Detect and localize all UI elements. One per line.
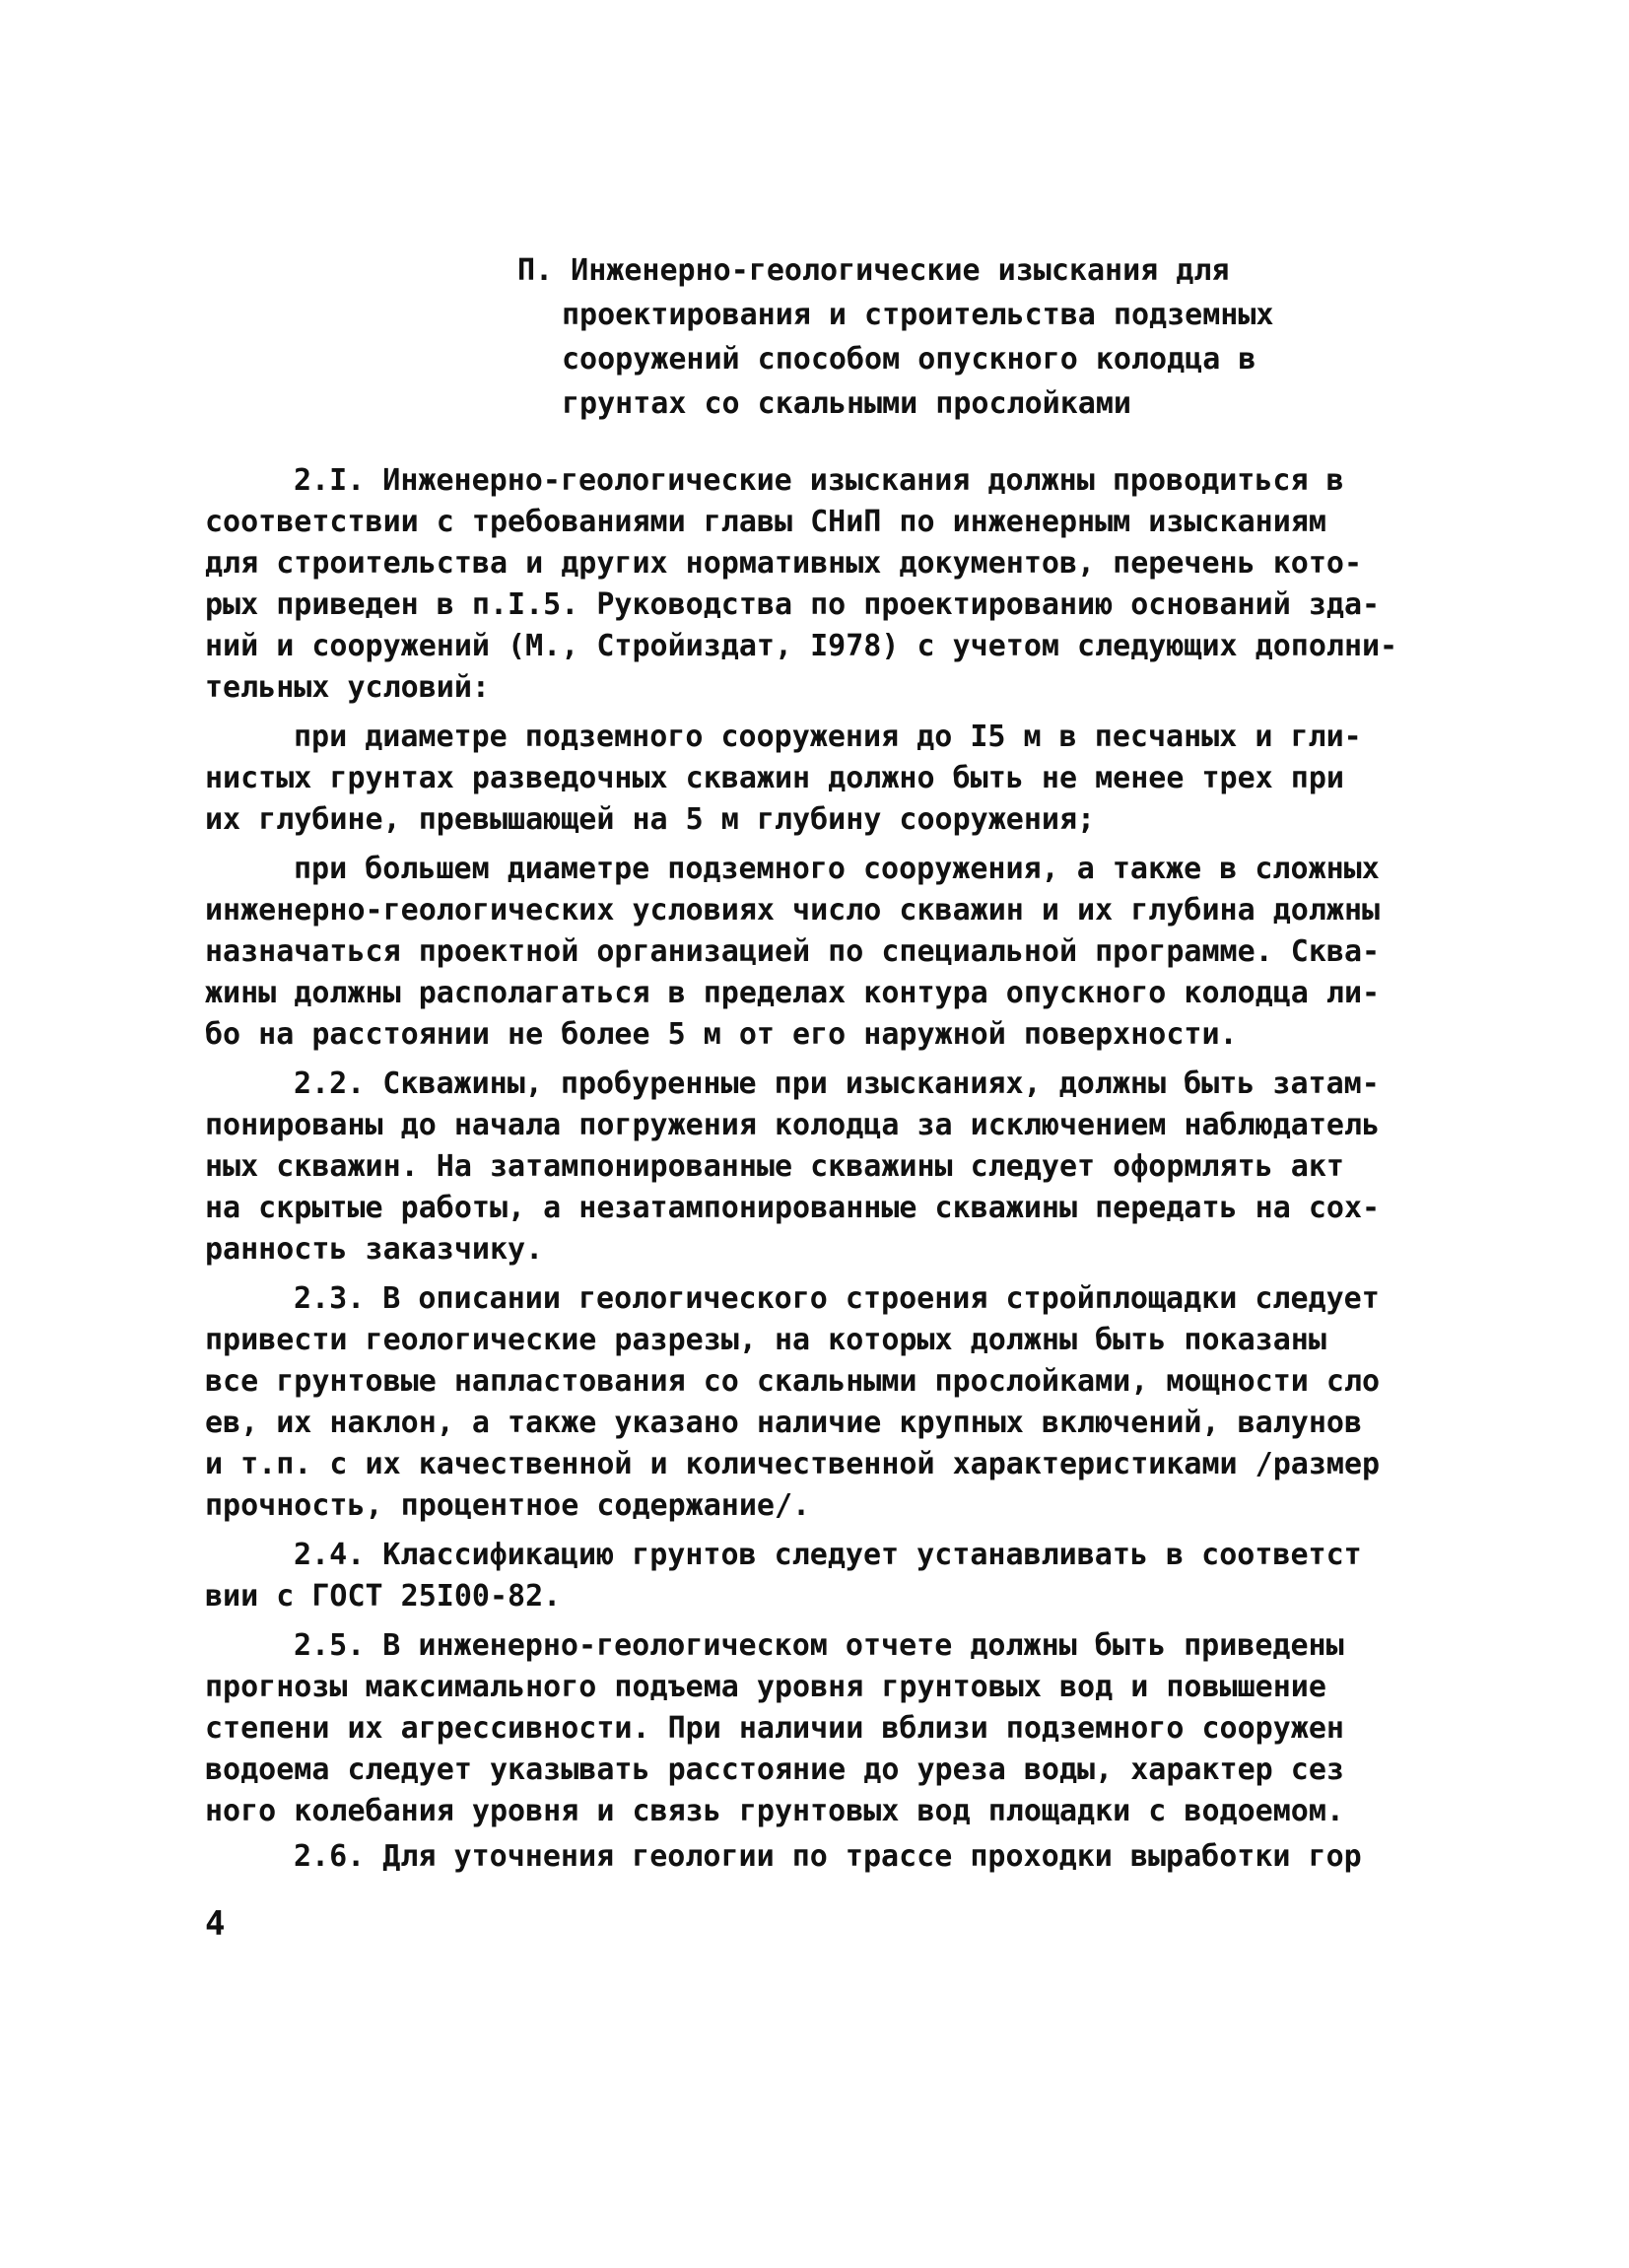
paragraph-2-3-line-1: 2.3. В описании геологического строения стройплощадки следует [294,1281,1380,1316]
paragraph-2-1-item-2-line-2: инженерно-геологических условиях число скважин и их глубина должны [205,893,1381,928]
paragraph-2-2-line-3: ных скважин. На затампонированные скважины следует оформлять акт [205,1149,1344,1184]
paragraph-2-2-line-1: 2.2. Скважины, пробуренные при изысканиях, должны быть затам- [294,1066,1380,1101]
paragraph-2-1-item-2-line-4: жины должны располагаться в пределах контура опускного колодца ли- [205,976,1381,1010]
paragraph-2-2-line-5: ранность заказчику. [205,1232,544,1267]
paragraph-2-5-line-4: водоема следует указывать расстояние до уреза воды, характер сез [205,1753,1344,1787]
paragraph-2-5-line-2: прогнозы максимального подъема уровня грунтовых вод и повышение [205,1670,1326,1704]
paragraph-2-1-line-1: 2.I. Инженерно-геологические изыскания должны проводиться в [294,463,1344,498]
paragraph-2-6-line-1: 2.6. Для уточнения геологии по трассе проходки выработки гор [294,1839,1362,1874]
section-heading-line-2: проектирования и строительства подземных [562,298,1274,332]
paragraph-2-4-line-2: вии с ГОСТ 25I00-82. [205,1579,562,1614]
paragraph-2-3-line-2: привести геологические разрезы, на которых должны быть показаны [205,1323,1326,1357]
paragraph-2-4-line-1: 2.4. Классификацию грунтов следует устанавливать в соответст [294,1538,1362,1572]
paragraph-2-1-line-4: рых приведен в п.I.5. Руководства по проектированию оснований зда- [205,587,1381,622]
paragraph-2-3-line-3: все грунтовые напластования со скальными прослойками, мощности сло [205,1364,1381,1399]
paragraph-2-1-item-1-line-1: при диаметре подземного сооружения до I5 м в песчаных и гли- [294,720,1362,754]
paragraph-2-5-line-5: ного колебания уровня и связь грунтовых вод площадки с водоемом. [205,1794,1344,1828]
paragraph-2-1-line-2: соответствии с требованиями главы СНиП по инженерным изысканиям [205,505,1326,539]
paragraph-2-3-line-6: прочность, процентное содержание/. [205,1488,811,1523]
paragraph-2-1-item-1-line-3: их глубине, превышающей на 5 м глубину сооружения; [205,802,1096,837]
paragraph-2-5-line-1: 2.5. В инженерно-геологическом отчете должны быть приведены [294,1628,1344,1663]
paragraph-2-1-line-3: для строительства и других нормативных документов, перечень кото- [205,546,1362,581]
paragraph-2-1-item-2-line-3: назначаться проектной организацией по специальной программе. Сква- [205,934,1381,969]
section-heading-line-1: П. Инженерно-геологические изыскания для [517,253,1230,288]
page-number: 4 [205,1904,226,1944]
paragraph-2-5-line-3: степени их агрессивности. При наличии вблизи подземного сооружен [205,1711,1344,1746]
paragraph-2-3-line-4: ев, их наклон, а также указано наличие крупных включений, валунов [205,1406,1362,1440]
section-heading-line-4: грунтах со скальными прослойками [562,386,1131,421]
paragraph-2-3-line-5: и т.п. с их качественной и количественной характеристиками /размер [205,1447,1381,1481]
paragraph-2-1-item-2-line-5: бо на расстоянии не более 5 м от его наружной поверхности. [205,1017,1238,1052]
paragraph-2-1-item-1-line-2: нистых грунтах разведочных скважин должно быть не менее трех при [205,761,1344,795]
paragraph-2-1-line-6: тельных условий: [205,670,490,705]
paragraph-2-2-line-2: понированы до начала погружения колодца за исключением наблюдатель [205,1108,1381,1142]
paragraph-2-1-item-2-line-1: при большем диаметре подземного сооружения, а также в сложных [294,852,1380,886]
paragraph-2-2-line-4: на скрытые работы, а незатампонированные скважины передать на сох- [205,1191,1381,1225]
paragraph-2-1-line-5: ний и сооружений (М., Стройиздат, I978) с учетом следующих дополни- [205,629,1398,663]
section-heading-line-3: сооружений способом опускного колодца в [562,342,1256,377]
